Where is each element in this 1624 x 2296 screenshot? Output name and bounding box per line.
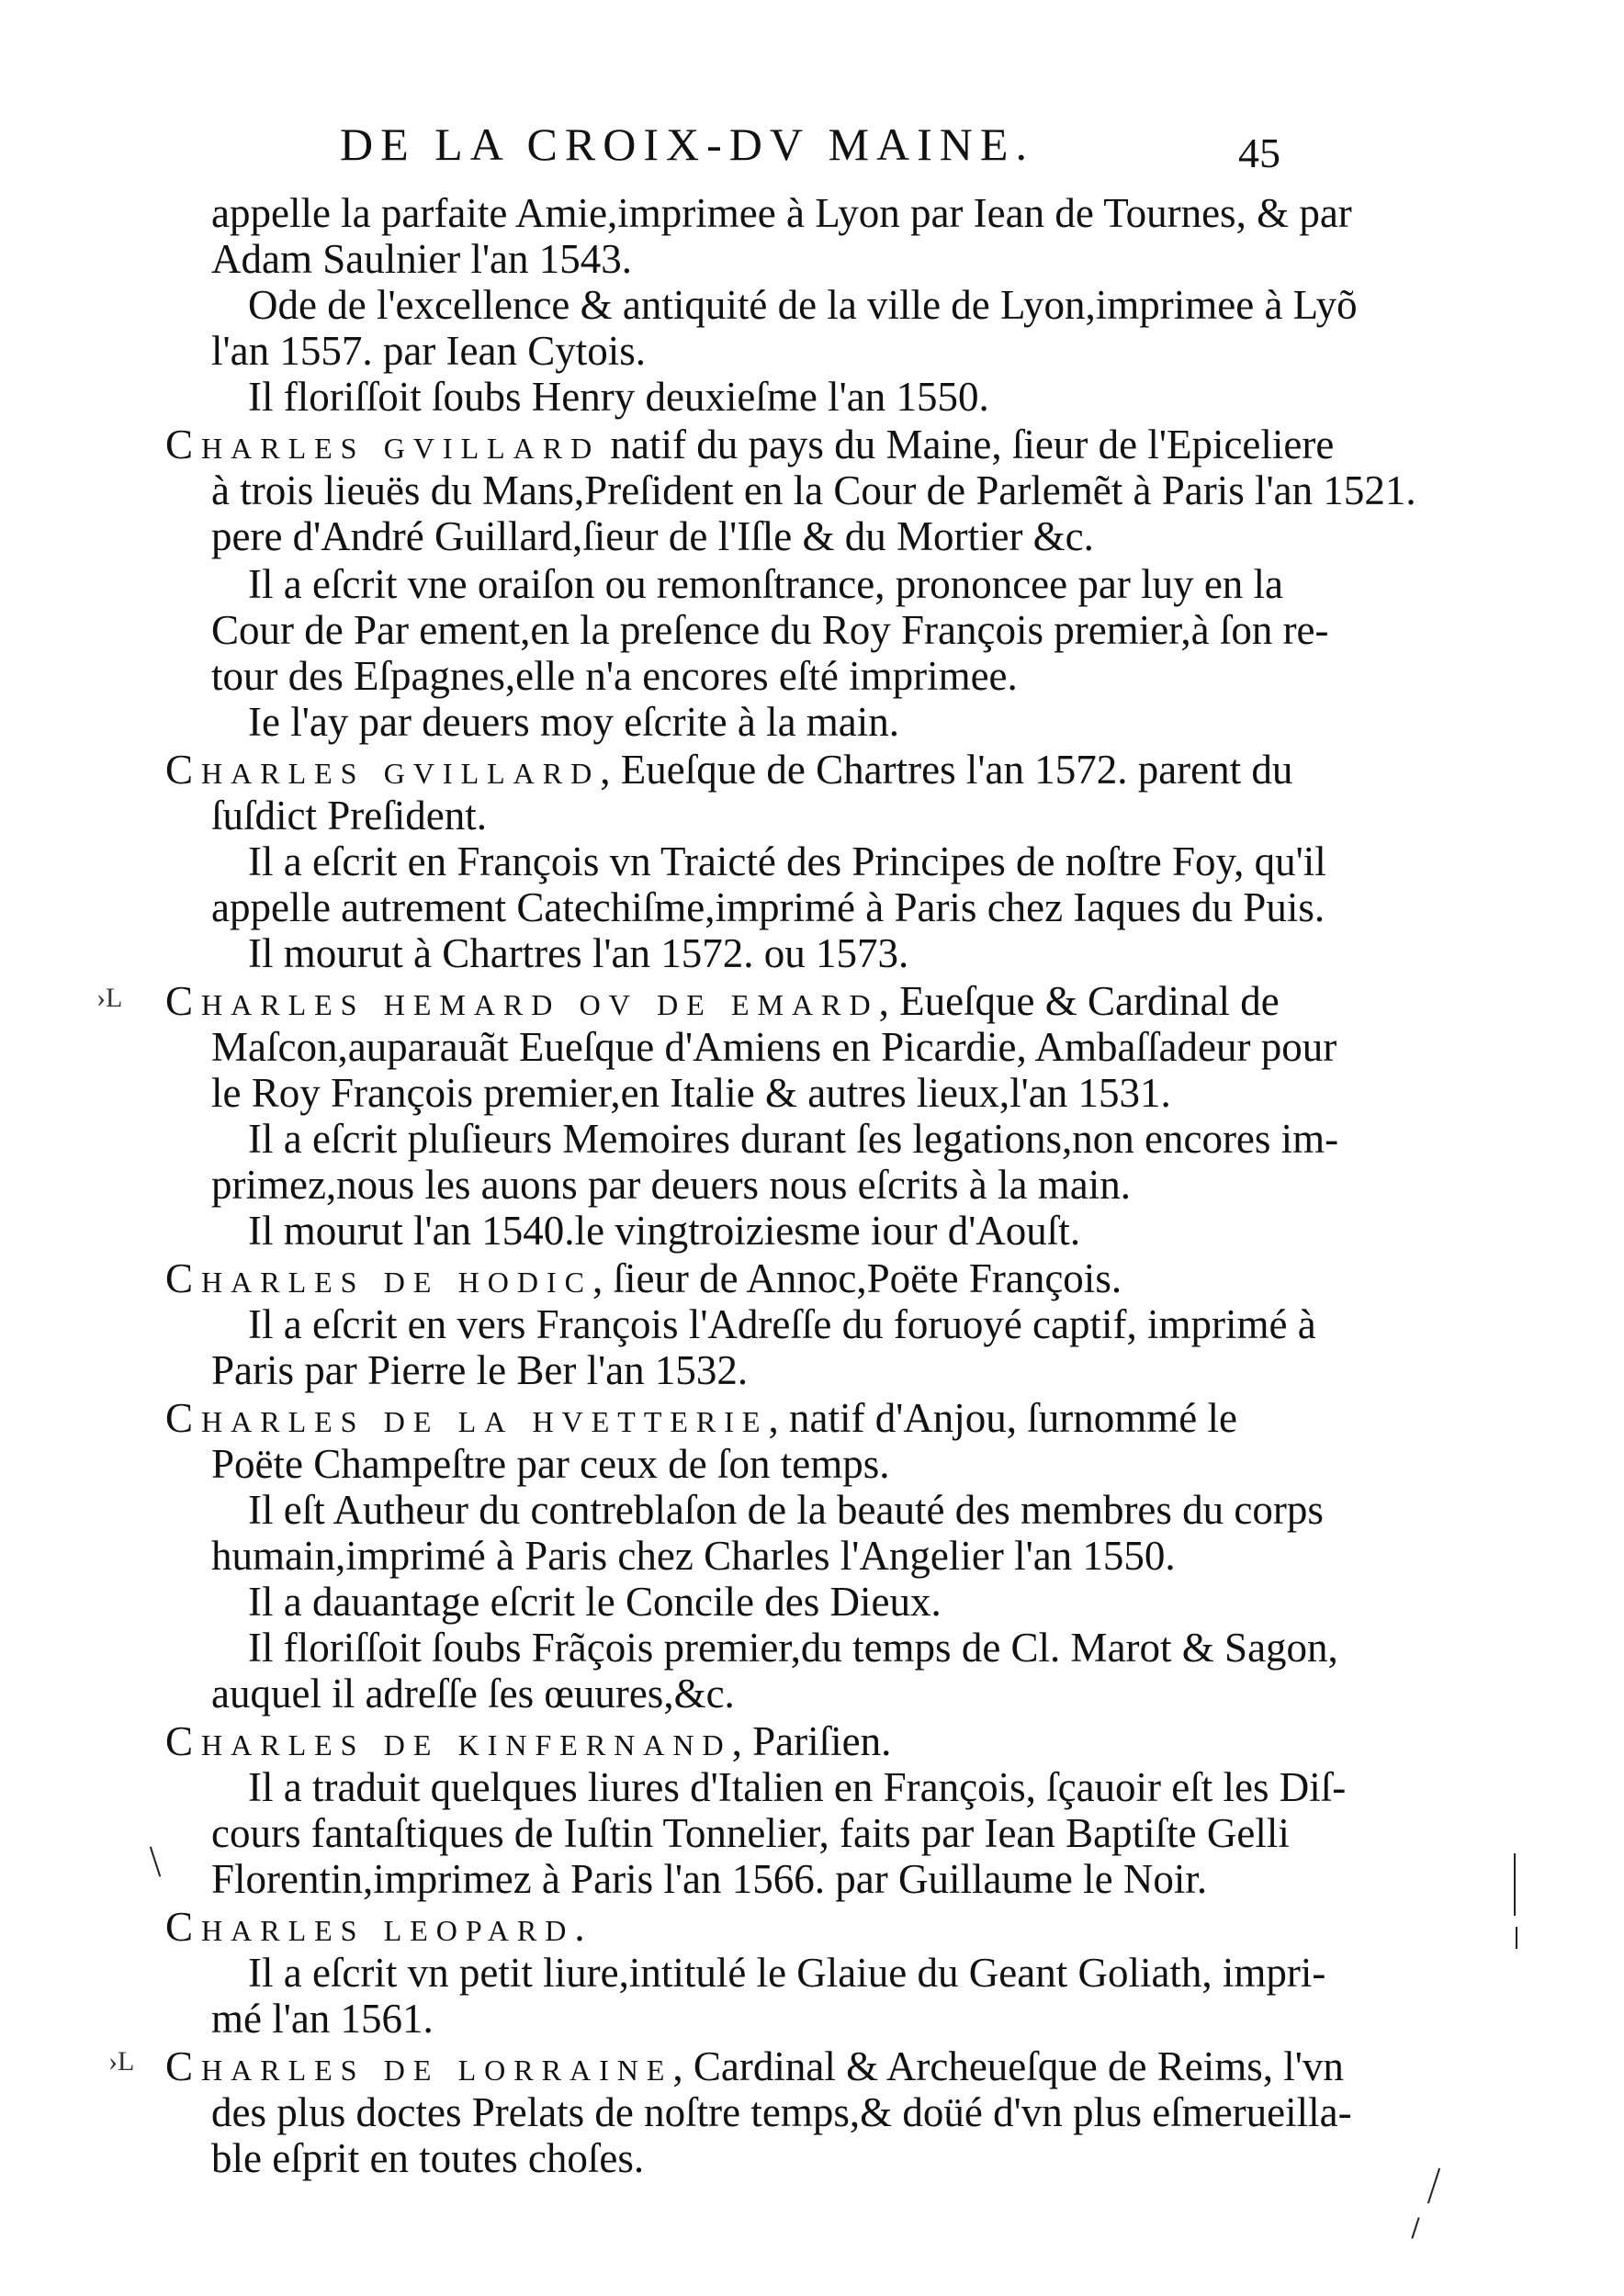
text-line: Il floriſſoit ſoubs Henry deuxieſme l'an 1550.: [248, 374, 989, 420]
text-line: Il eſt Autheur du contreblaſon de la beauté des membres du corps: [248, 1487, 1324, 1533]
text-line: Il a eſcrit vn petit liure,intitulé le Glaiue du Geant Goliath, impri-: [248, 1950, 1326, 1996]
text-line: Il a eſcrit vne oraiſon ou remonſtrance, prononcee par luy en la: [248, 561, 1284, 607]
entry-line: [165, 1394, 1237, 1442]
entry-line: [165, 977, 1280, 1025]
text-line: Ode de l'excellence & antiquité de la ville de Lyon,imprimee à Lyõ: [248, 282, 1358, 328]
margin-mark: ›L: [96, 983, 123, 1013]
entry-heading: Charles de hodic: [165, 1255, 592, 1301]
text-line: Cour de Par ement,en la preſence du Roy François premier,à ſon re-: [211, 607, 1329, 653]
entry-text: natif du pays du Maine, ſieur de l'Epiceliere: [600, 422, 1335, 467]
text-line: Paris par Pierre le Ber l'an 1532.: [211, 1347, 749, 1393]
entry-text: , Eueſque & Cardinal de: [878, 978, 1280, 1024]
text-line: ſuſdict Preſident.: [211, 793, 487, 838]
entry-line: [165, 1717, 891, 1765]
text-line: Il a dauantage eſcrit le Concile des Dieux.: [248, 1579, 942, 1625]
entry-line: [165, 2043, 1344, 2090]
page-number: 45: [1238, 129, 1280, 176]
text-line: à trois lieuës du Mans,Preſident en la Cour de Parlemẽt à Paris l'an 1521.: [211, 467, 1416, 513]
text-line: des plus doctes Prelats de noſtre temps,& doüé d'vn plus eſmerueilla-: [211, 2089, 1352, 2135]
entry-heading: Charles leopard: [165, 1904, 575, 1950]
text-line: Il a traduit quelques liures d'Italien en François, ſçauoir eſt les Diſ-: [248, 1764, 1347, 1810]
entry-heading: Charles gvillard: [165, 747, 601, 793]
margin-stroke: [1514, 1853, 1516, 1916]
entry-line: [165, 746, 1292, 793]
text-line: pere d'André Guillard,ſieur de l'Iſle & du Mortier &c.: [211, 513, 1094, 559]
entry-text: , Pariſien.: [731, 1718, 892, 1764]
text-line: auquel il adreſſe ſes œuures,&c.: [211, 1671, 735, 1716]
entry-heading: Charles hemard ov de emard: [165, 978, 879, 1024]
margin-stroke: [1411, 2217, 1419, 2238]
text-line: l'an 1557. par Iean Cytois.: [211, 328, 647, 374]
entry-line: [165, 421, 1334, 468]
text-line: Ie l'ay par deuers moy eſcrite à la main.: [248, 699, 900, 745]
text-line: Il mourut à Chartres l'an 1572. ou 1573.: [248, 930, 909, 976]
text-line: Il a eſcrit en vers François l'Adreſſe du foruoyé captif, imprimé à: [248, 1301, 1316, 1347]
entry-text: , ſieur de Annoc,Poëte François.: [592, 1255, 1122, 1301]
text-line: mé l'an 1561.: [211, 1996, 434, 2042]
entry-text: , Cardinal & Archeueſque de Reims, l'vn: [672, 2043, 1344, 2089]
entry-heading: Charles de lorraine: [165, 2043, 673, 2089]
text-line: tour des Eſpagnes,elle n'a encores eſté imprimee.: [211, 653, 1018, 699]
entry-line: [165, 1255, 1122, 1302]
text-line: cours fantaſtiques de Iuſtin Tonnelier, faits par Iean Baptiſte Gelli: [211, 1810, 1290, 1856]
text-line: humain,imprimé à Paris chez Charles l'Angelier l'an 1550.: [211, 1533, 1176, 1579]
margin-stroke: [1427, 2168, 1440, 2204]
margin-mark: ›L: [108, 2046, 135, 2077]
entry-text: , Eueſque de Chartres l'an 1572. parent du: [600, 747, 1293, 793]
text-line: appelle la parfaite Amie,imprimee à Lyon par Iean de Tournes, & par: [211, 190, 1352, 236]
text-line: ble eſprit en toutes choſes.: [211, 2135, 645, 2181]
margin-stroke: [1516, 1927, 1517, 1949]
text-line: le Roy François premier,en Italie & autres lieux,l'an 1531.: [211, 1070, 1171, 1116]
entry-line: [165, 1903, 585, 1951]
text-line: Il floriſſoit ſoubs Frãçois premier,du temps de Cl. Marot & Sagon,: [248, 1625, 1338, 1671]
entry-heading: Charles gvillard: [165, 422, 601, 467]
margin-stroke: [150, 1847, 161, 1877]
entry-text: , natif d'Anjou, ſurnommé le: [768, 1395, 1237, 1441]
text-line: Poëte Champeſtre par ceux de ſon temps.: [211, 1441, 890, 1487]
text-line: Florentin,imprimez à Paris l'an 1566. par Guillaume le Noir.: [211, 1856, 1208, 1902]
text-line: Adam Saulnier l'an 1543.: [211, 236, 633, 282]
text-line: Il a eſcrit en François vn Traicté des Principes de noſtre Foy, qu'il: [248, 838, 1326, 884]
entry-heading: Charles de la hvetterie: [165, 1395, 769, 1441]
text-line: appelle autrement Catechiſme,imprimé à Paris chez Iaques du Puis.: [211, 884, 1325, 930]
entry-text: .: [574, 1904, 585, 1950]
entry-heading: Charles de kinfernand: [165, 1718, 732, 1764]
running-title: DE LA CROIX-DV MAINE.: [340, 118, 1034, 170]
text-line: Il mourut l'an 1540.le vingtroiziesme iour d'Aouſt.: [248, 1208, 1081, 1254]
text-line: primez,nous les auons par deuers nous eſcrits à la main.: [211, 1162, 1131, 1208]
text-line: Maſcon,auparauãt Eueſque d'Amiens en Picardie, Ambaſſadeur pour: [211, 1024, 1337, 1070]
text-line: Il a eſcrit pluſieurs Memoires durant ſes legations,non encores im-: [248, 1116, 1339, 1162]
